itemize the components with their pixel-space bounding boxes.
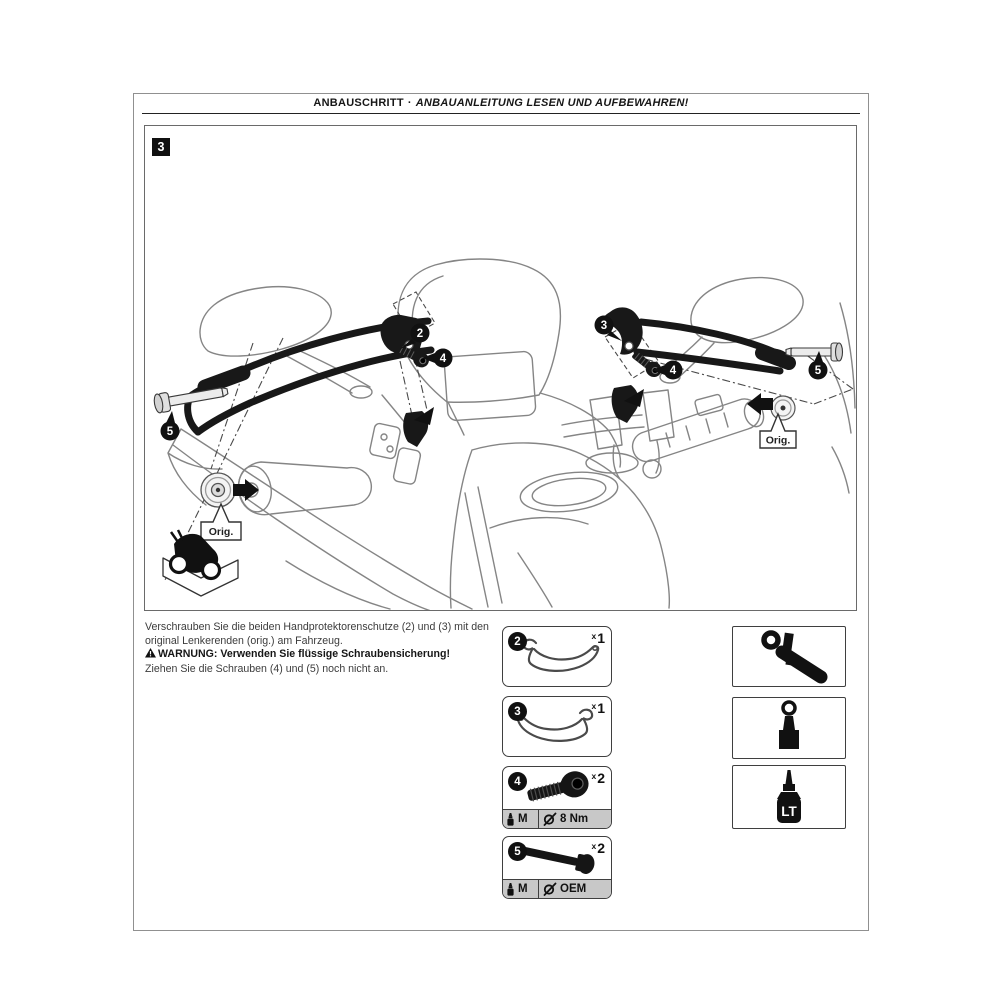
instruction-line-2: original Lenkerenden (orig.) am Fahrzeug. xyxy=(145,634,343,647)
spec-torque-value: 8 Nm xyxy=(560,813,589,825)
part-number-badge: 2 xyxy=(508,632,527,651)
assembly-diagram-frame xyxy=(144,125,857,611)
header-rule xyxy=(142,113,860,114)
callout-5-left xyxy=(161,411,180,441)
header-separator: · xyxy=(407,97,412,109)
spec-thread-cell xyxy=(503,810,539,828)
switch-housing-1 xyxy=(369,423,401,460)
warning-text: WARNUNG: Verwenden Sie flüssige Schraubensicherung! xyxy=(158,648,450,661)
part-number-badge: 3 xyxy=(508,702,527,721)
bar-end-weight-right xyxy=(771,396,795,420)
threadlocker-icon xyxy=(506,883,515,896)
part-quantity: $^x$1 xyxy=(591,630,605,646)
orig-label-right-text: Orig. xyxy=(765,434,791,447)
top-clamp xyxy=(586,453,638,473)
switch-button-2 xyxy=(387,446,393,452)
part-quantity: $^x$2 xyxy=(591,770,605,786)
bracket-left-pad xyxy=(205,373,243,387)
header-title: ANBAUSCHRITT xyxy=(313,97,404,109)
orig-label-left-text: Orig. xyxy=(208,526,234,538)
part-quantity: $^x$2 xyxy=(591,840,605,856)
dash-display xyxy=(444,351,536,421)
moto-rear-wheel xyxy=(203,562,220,579)
spec-thread-cell xyxy=(503,880,539,898)
svg-text:2: 2 xyxy=(416,328,424,340)
svg-text:5: 5 xyxy=(166,426,174,438)
page-header xyxy=(134,97,868,109)
part-spec-bar xyxy=(503,809,611,828)
tool-box-threadlocker xyxy=(732,765,846,829)
assembly-drawing xyxy=(145,126,856,610)
moto-front-wheel xyxy=(171,556,188,573)
part-box-4 xyxy=(502,766,612,829)
bracket-right-pad xyxy=(762,353,789,363)
part-spec-bar xyxy=(503,879,611,898)
bracket-right-hole xyxy=(625,342,633,350)
warning-icon xyxy=(145,648,156,663)
switch-housing-2 xyxy=(393,447,422,485)
part-box-3 xyxy=(502,696,612,757)
part-number-badge: 5 xyxy=(508,842,527,861)
part-quantity: $^x$1 xyxy=(591,700,605,716)
right-bodywork xyxy=(824,303,855,493)
instruction-line-1: Verschrauben Sie die beiden Handprotektorenschutze (2) und (3) mit den xyxy=(145,621,489,633)
instruction-sheet xyxy=(133,93,869,931)
svg-text:4: 4 xyxy=(439,353,447,365)
part-box-2 xyxy=(502,626,612,687)
arrow-left-weight xyxy=(233,479,259,501)
motorcycle-line-art xyxy=(168,259,855,610)
orig-label-left xyxy=(201,504,241,540)
ratchet-wrench-icon xyxy=(733,627,843,684)
tool-box-ratchet xyxy=(732,626,846,687)
fuel-cap-inner xyxy=(531,475,608,510)
switch-button-1 xyxy=(381,434,387,440)
threadlocker-icon xyxy=(506,813,515,826)
tool-box-torque-socket xyxy=(732,697,846,759)
handguard-kit-parts xyxy=(153,307,843,447)
handguard-bracket-right xyxy=(637,322,789,371)
threadlocker-label: LT xyxy=(781,804,797,819)
header-subtitle: ANBAUANLEITUNG LESEN UND AUFBEWAHREN! xyxy=(415,97,689,109)
part-number-badge: 4 xyxy=(508,772,527,791)
bar-end-weight-left xyxy=(201,473,235,507)
torque-wrench-socket-icon xyxy=(733,698,843,756)
instruction-line-3: Ziehen Sie die Schrauben (4) und (5) noch nicht an. xyxy=(145,662,389,675)
spec-torque-cell xyxy=(539,812,611,826)
torque-wrench-icon xyxy=(543,882,557,896)
left-stalk-base xyxy=(350,386,372,398)
svg-text:5: 5 xyxy=(814,365,822,377)
bolt-long-right xyxy=(786,343,843,361)
leader-lines xyxy=(165,292,853,580)
right-grip-ribs xyxy=(666,413,728,447)
step-number-badge: 3 xyxy=(152,138,170,156)
spec-thread-value: M xyxy=(518,883,528,895)
threadlocker-bottle-icon xyxy=(733,766,843,826)
riser-right xyxy=(643,390,674,441)
part-box-5 xyxy=(502,836,612,899)
spec-torque-value: OEM xyxy=(560,883,587,895)
axis-right-v1 xyxy=(814,389,853,404)
handlebar-crossbar xyxy=(562,415,644,437)
instruction-text xyxy=(145,621,503,676)
torque-wrench-icon xyxy=(543,812,557,826)
spec-thread-value: M xyxy=(518,813,528,825)
orig-label-right xyxy=(760,414,796,448)
brake-master xyxy=(694,394,723,416)
svg-text:3: 3 xyxy=(600,320,608,332)
arrow-right-weight xyxy=(747,393,773,415)
assembly-arrows xyxy=(233,389,773,501)
svg-text:4: 4 xyxy=(669,365,677,377)
spec-torque-cell xyxy=(539,882,611,896)
